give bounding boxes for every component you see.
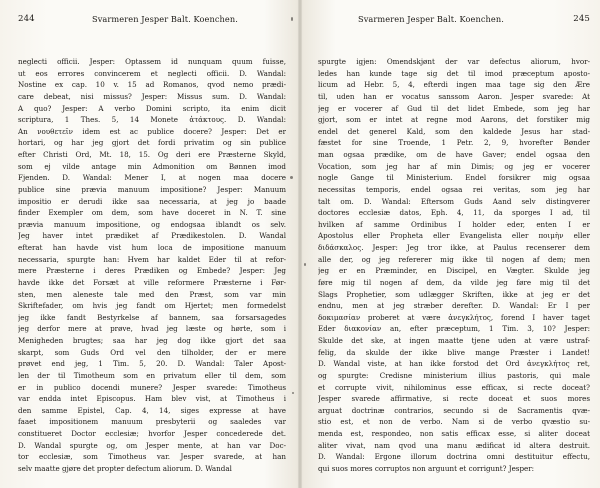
text-line: den samme Epistel, Cap. 4, 14, siges expresse at have <box>18 405 286 415</box>
text-line: necessaria, spurgte han: Hvem har kaldet Eder til at refor- <box>18 254 286 264</box>
text-line: care debeat, nisi missus? Jesper: Missus sum. D. Wandal: <box>18 91 286 101</box>
text-line: ledes han kunde tage sig det til imod præceptum aposto- <box>318 68 590 78</box>
text-line: Eder διακονίαν an, efter præceptum, 1 Tim. 3, 10? Jesper: <box>318 324 590 334</box>
text-line: Fjenden. D. Wandal: Mener I, at nogen maa docere <box>18 173 286 183</box>
text-line: et corrupte vivit, nihilominus esse efficax, si recte doceat? <box>318 382 590 392</box>
left-page-number: 244 <box>18 14 35 24</box>
paper-speck <box>292 392 294 394</box>
text-line: διδάσκαλος. Jesper: Jeg tror ikke, at Paulus recenserer dem <box>318 243 590 252</box>
text-line: man ogsaa prædike, om de have Gaver; endel ogsaa den <box>318 150 590 159</box>
text-line: og spurgte: Credisne ministerium illius pastoris, qui male <box>318 370 590 380</box>
text-line: endnu, men at jeg stræber derefter. D. Wandal: Er I per <box>318 301 590 311</box>
text-line: neglecti officii. Jesper: Optassem id nunquam quum fuisse, <box>18 57 286 66</box>
right-page <box>302 0 600 488</box>
text-line: δοκιμασίαν proberet at være ἀνεγκλήτος, forend I haver taget <box>318 312 590 322</box>
text-line: spurgte igjen: Omendskjønt der var defectus aliorum, hvor- <box>318 57 590 66</box>
right-page-number: 245 <box>573 14 590 24</box>
right-body-text <box>318 56 590 475</box>
left-running-title: Svarmeren Jesper Balt. Koenchen. <box>92 14 238 24</box>
text-line: jeg er en Præminder, en Discipel, en Vægter. Skulde jeg <box>318 266 590 276</box>
text-line: faaet impositionem manuum presbyterii og saaledes var <box>18 417 286 427</box>
text-line: aliter vivat, nam qvod una manu ædificat id altera destruit. <box>318 440 590 450</box>
text-line: qui suos mores corruptos non arguunt et corrigunt? Jesper: <box>318 463 535 473</box>
paper-speck <box>290 176 293 179</box>
text-line: efterat han havde vist hum loca de impositione manuum <box>18 243 286 252</box>
text-line: hvilken af samme Ordinibus I holder eder, enten I er <box>318 219 590 229</box>
right-running-title: Svarmeren Jesper Balt. Koenchen. <box>358 14 504 24</box>
text-line: var endda intet Episcopus. Ham blev vist, at Timotheus i <box>18 394 286 404</box>
text-line: licum ad Hebr. 5, 4, efterdi ingen maa tage sig den Ære <box>318 80 590 90</box>
text-line: D. Wandal: Ergone illorum doctrina omni destituitur effectu, <box>318 452 590 462</box>
text-line: constitueret Doctor ecclesiæ; hvorfor Jesper concederede det. <box>18 429 286 438</box>
text-line: Jeg haver intet prædiket af Prædikestolen. D. Wandal <box>18 231 286 241</box>
text-line: D. Wandal viste, at han ikke forstod det Ord ἀνεγκλήτος ret, <box>318 359 590 369</box>
text-line: menda est, respondeo, non satis efficax esse, si aliter doceat <box>318 429 590 438</box>
text-line: Menigheden brugtes; saa har jeg dog ikke gjort det saa <box>18 336 286 345</box>
text-line: D. Wandal spurgte og, om Jesper mente, at han var Doc- <box>18 440 286 450</box>
text-line: endel det generel Kald, som den kaldede Jesus har stad- <box>318 126 590 136</box>
text-line: Vocation, som jeg har af min Dimis; og jeg er vocerer <box>318 161 590 171</box>
text-line: finder Exempler om dem, som have doceret in N. T. sine <box>18 208 286 218</box>
text-line: Skriftefader, om hvis jeg fandt om Hjertet; men formedelst <box>18 301 286 311</box>
text-line: til, uden han er vocatus sanssom Aaron. Jesper svarede: At <box>318 91 590 101</box>
text-line: som ej vilde antage min Admonition om Bønnen imod <box>18 161 286 171</box>
text-line: prøvet end jeg, 1 Tim. 5, 20. D. Wandal: Taler Apost- <box>18 359 286 369</box>
text-line: mere Præsterne i deres Prædiken og Embede? Jesper: Jeg <box>18 266 286 276</box>
text-line: necessitas temporis, endel ogsaa rei veritas, som jeg har <box>318 184 590 194</box>
text-line: fæstet for sine Troende, 1 Petr. 2, 9, hvorefter Bønder <box>318 138 590 148</box>
paper-speck <box>304 263 306 266</box>
text-line: alle der, og jeg refererer mig ikke til nogen af dem; men <box>318 254 590 264</box>
text-line: tor ecclesiæ, som Timotheus var. Jesper svarede, at han <box>18 452 286 462</box>
text-line: nogle Gange til Ministerium. Endel forsikrer mig ogsaa <box>318 173 590 183</box>
text-line: selv maatte gjøre det propter defectum aliorum. D. Wandal <box>18 463 232 473</box>
text-line: An νουθετεῖν idem est ac publice docere? Jesper: Det er <box>18 126 286 136</box>
text-line: impositio er derudi ikke saa necessaria, at jeg jo baade <box>18 196 286 206</box>
text-line: talt om. D. Wandal: Eftersom Guds Aand selv distingverer <box>318 196 590 206</box>
text-line: Jesper svarede affirmative, si recte doceat et suos mores <box>318 394 590 404</box>
left-page <box>0 0 298 488</box>
text-line: skarpt, som Guds Ord vel den tilholder, der er mere <box>18 347 286 357</box>
text-line: scriptura, 1 Thes. 5, 14 Monete ἀτάκτους. D. Wandal: <box>18 115 286 125</box>
text-line: ut eos errores convincerem et neglecti officii. D. Wandal: <box>18 68 286 78</box>
text-line: efter Christi Ord, Mt. 18, 15. Og deri ere Præsterne Skyld, <box>18 150 286 159</box>
text-line: len der til Timotheum som en privatum eller til dem, som <box>18 370 286 380</box>
text-line: sten, men aleneste tale med den Præst, som var min <box>18 289 286 299</box>
text-line: publice sine prævia manuum impositione? Jesper: Manuum <box>18 184 286 194</box>
text-line: A quo? Jesper: A verbo Domini scripto, ita enim dicit <box>18 103 286 113</box>
text-line: jeg derfor mere at prøve, hvad jeg læste og hørte, som i <box>18 324 286 334</box>
paper-speck <box>291 17 293 21</box>
left-body-text <box>18 56 286 475</box>
text-line: Skulde det ske, at ingen maatte tjene uden at være ustraf- <box>318 336 590 345</box>
text-line: Apostolus eller Propheta eller Evangelista eller ποιμὴν eller <box>318 231 590 241</box>
text-line: stio est, et non de verbo. Nam si de verbo qvæstio su- <box>318 417 590 427</box>
text-line: hortari, og har jeg gjort det fordi privatim og sin publice <box>18 138 286 148</box>
text-line: felig, da skulde der ikke blive mange Præster i Landet! <box>318 347 590 357</box>
text-line: jeg er vocerer af Gud til det lidet Embede, som jeg har <box>318 103 590 113</box>
text-line: prævia manuum impositione, og endogsaa iblandt os selv. <box>18 219 286 229</box>
text-line: doctores ecclesiæ datos, Eph. 4, 11, da sporges I ad, til <box>318 208 590 218</box>
text-line: Nostine ex cap. 10 v. 15 ad Romanos, qvod nemo prædi- <box>18 80 286 90</box>
text-line: arguat doctrinæ contrarios, secundo si de Sacramentis qvæ- <box>318 405 590 415</box>
text-line: gjort, som er intet at regne mod Aarons, det forstiker mig <box>318 115 590 125</box>
text-line: føre mig til nogen af dem, da vilde jeg føre mig til det <box>318 277 590 287</box>
text-line: Slags Prophetier, som udlægger Skriften, ikke at jeg er det <box>318 289 590 299</box>
text-line: er in publico docendi munere? Jesper svarede: Timotheus <box>18 382 286 392</box>
text-line: havde ikke det Forsæt at ville reformere Præsterne i Før- <box>18 277 286 287</box>
text-line: jeg ikke fandt Bestyrkelse af bannem, saa forsarsagedes <box>18 312 286 322</box>
